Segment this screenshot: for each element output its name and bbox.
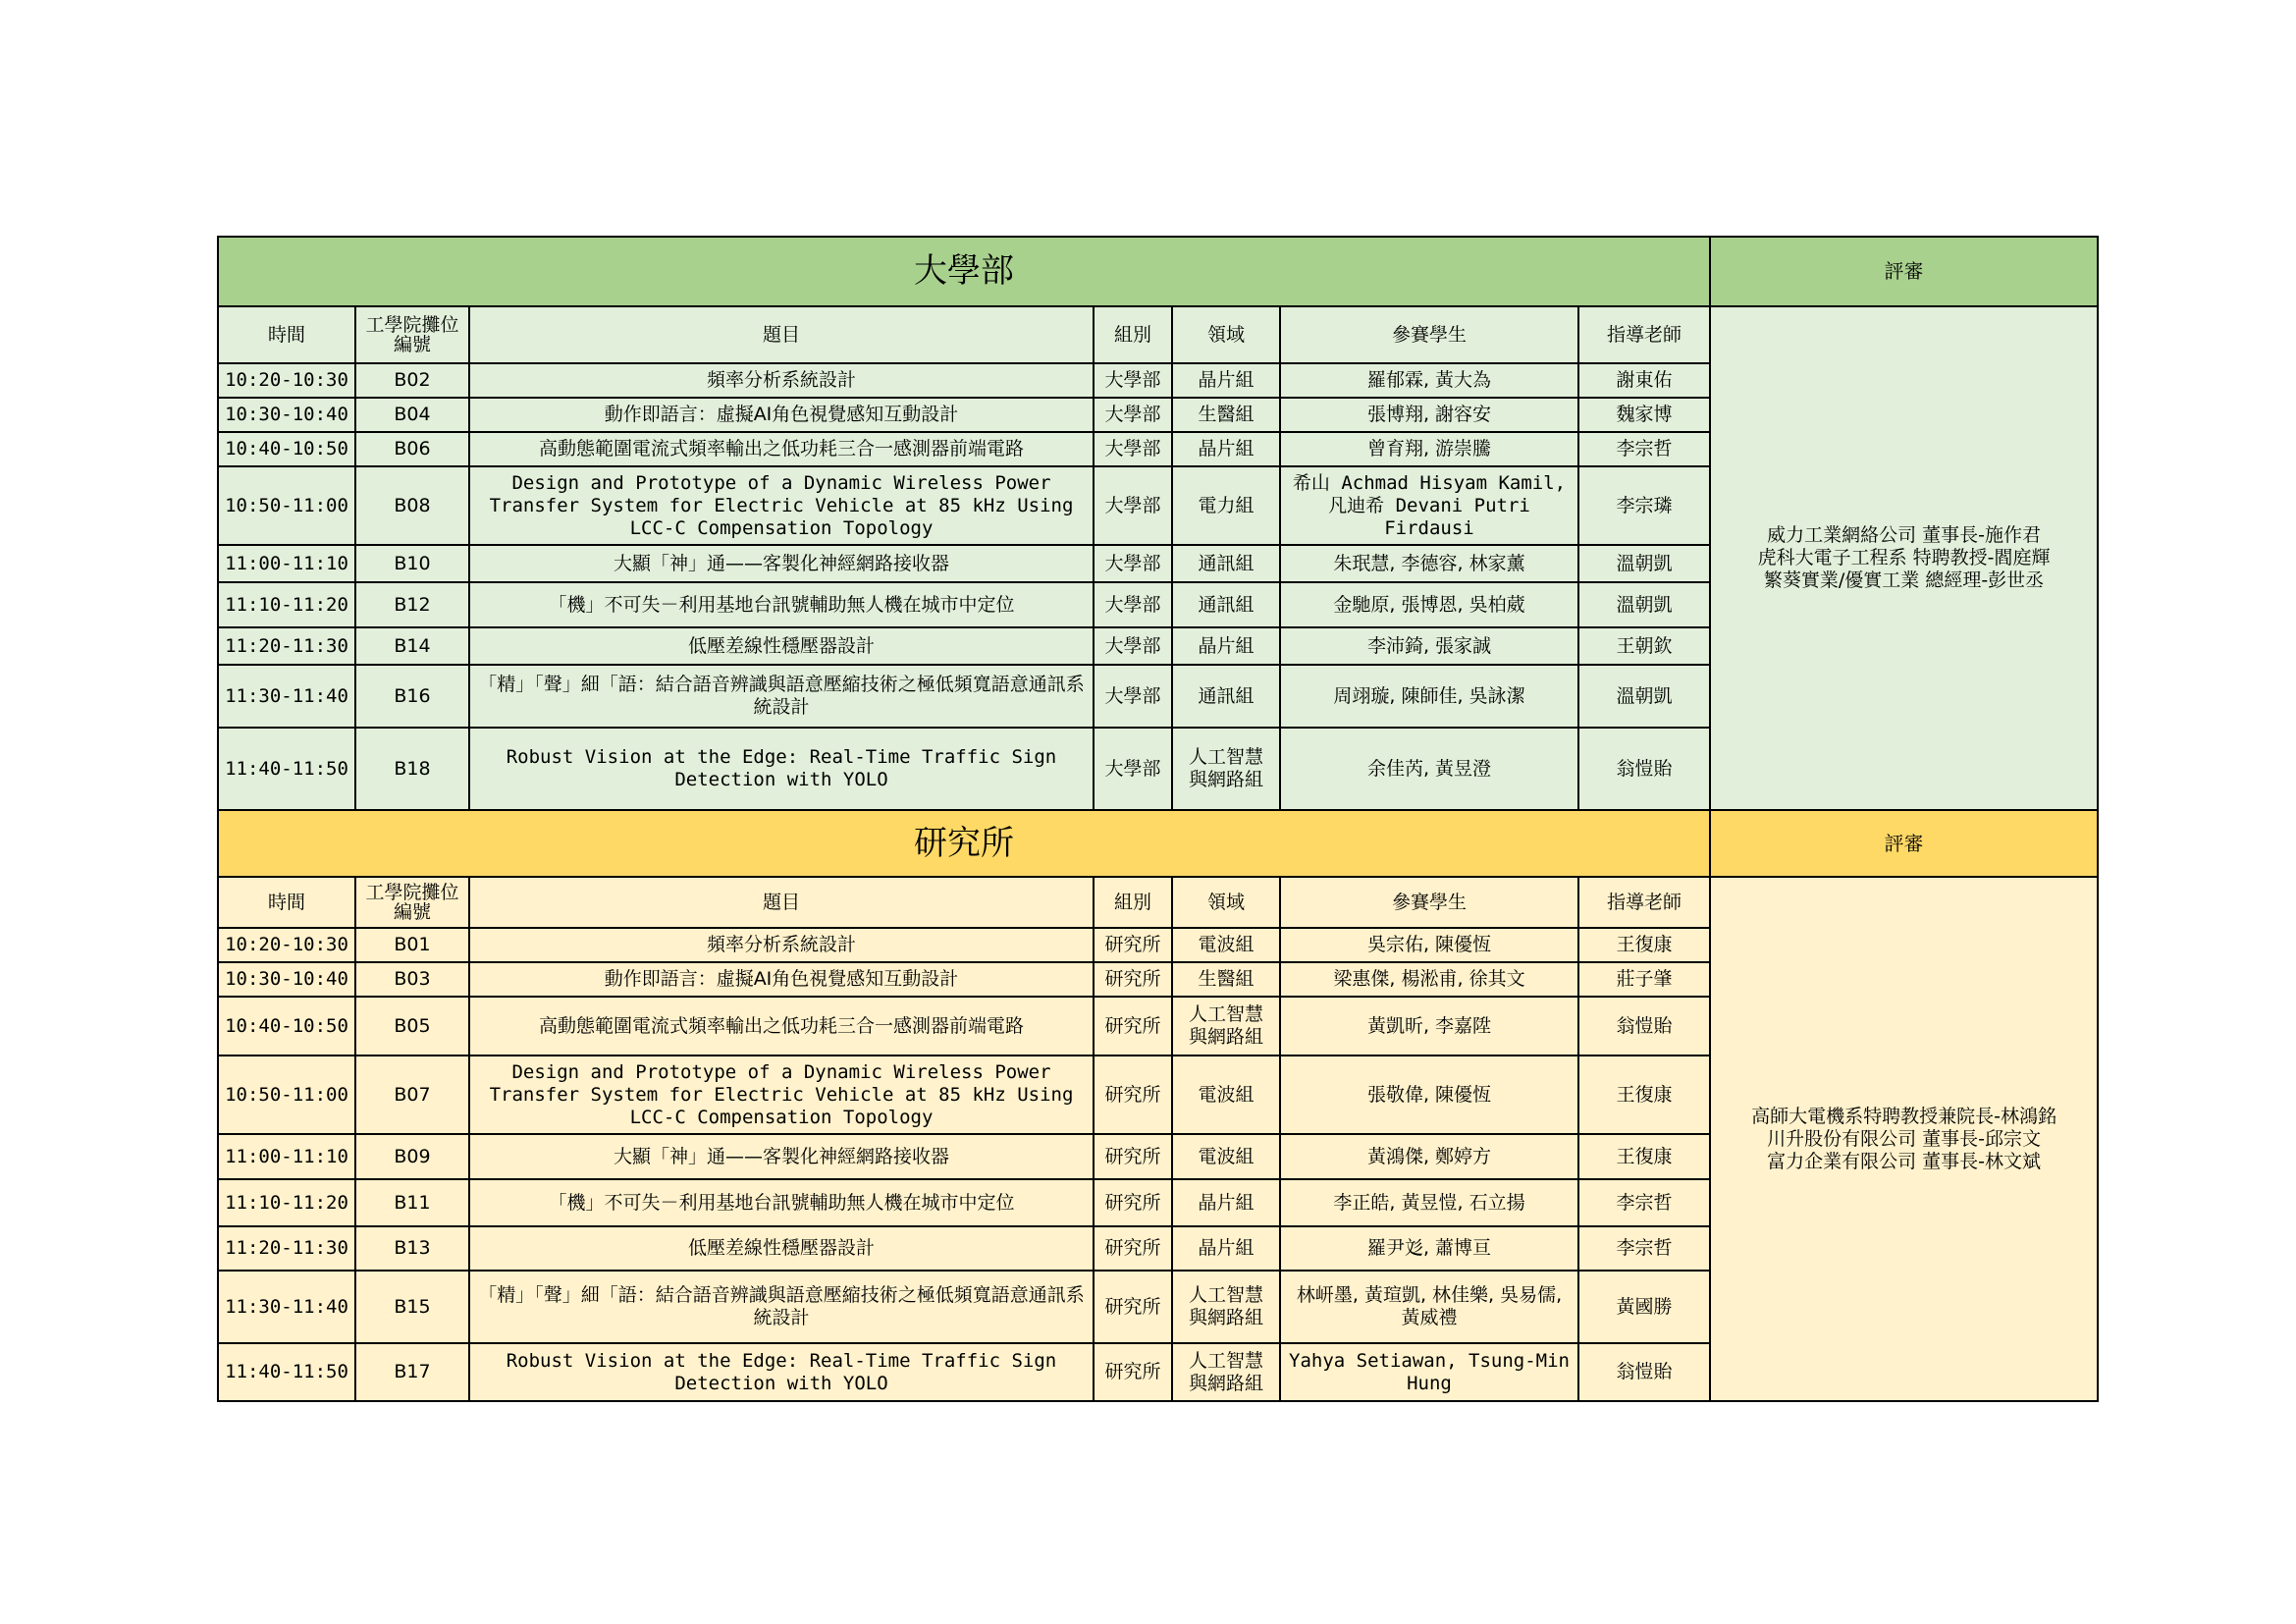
group-cell: 研究所 <box>1094 962 1172 997</box>
booth-cell: B06 <box>355 432 469 466</box>
field-cell: 人工智慧與網路組 <box>1172 728 1280 810</box>
topic-cell: 「精」「聲」細「語：結合語音辨識與語意壓縮技術之極低頻寬語意通訊系統設計 <box>469 665 1094 728</box>
students-cell: 李正皓, 黃昱愷, 石立揚 <box>1280 1179 1578 1226</box>
group-cell: 研究所 <box>1094 1343 1172 1401</box>
topic-cell: 高動態範圍電流式頻率輸出之低功耗三合一感測器前端電路 <box>469 432 1094 466</box>
group-cell: 研究所 <box>1094 1226 1172 1271</box>
judge-line: 高師大電機系特聘教授兼院長-林鴻銘 <box>1751 1105 2056 1127</box>
schedule-table <box>217 236 2099 1402</box>
booth-cell: B01 <box>355 928 469 962</box>
time-cell: 10:50-11:00 <box>218 1056 355 1134</box>
field-cell: 生醫組 <box>1172 398 1280 432</box>
topic-cell: 「機」不可失－利用基地台訊號輔助無人機在城市中定位 <box>469 1179 1094 1226</box>
field-cell: 人工智慧與網路組 <box>1172 1271 1280 1343</box>
field-cell: 電波組 <box>1172 1134 1280 1179</box>
advisor-cell: 王復康 <box>1578 928 1710 962</box>
students-cell: 張敬偉, 陳優恆 <box>1280 1056 1578 1134</box>
undergrad-section <box>218 237 2098 810</box>
advisor-cell: 王朝欽 <box>1578 627 1710 665</box>
time-cell: 11:10-11:20 <box>218 582 355 627</box>
field-cell: 電波組 <box>1172 1056 1280 1134</box>
students-cell: 羅尹彣, 蕭博亘 <box>1280 1226 1578 1271</box>
topic-cell: 動作即語言：虛擬AI角色視覺感知互動設計 <box>469 398 1094 432</box>
students-cell: 黃鴻傑, 鄭婷方 <box>1280 1134 1578 1179</box>
group-cell: 研究所 <box>1094 997 1172 1056</box>
booth-cell: B09 <box>355 1134 469 1179</box>
time-cell: 10:30-10:40 <box>218 962 355 997</box>
judges-list <box>1710 306 2098 810</box>
booth-cell: B17 <box>355 1343 469 1401</box>
advisor-cell: 翁愷貽 <box>1578 728 1710 810</box>
booth-cell: B07 <box>355 1056 469 1134</box>
advisor-cell: 溫朝凱 <box>1578 665 1710 728</box>
topic-cell: Design and Prototype of a Dynamic Wireless Power Transfer System for Electric Vehicle at 85 kHz Using LCC-C Compensation Topology <box>469 466 1094 545</box>
advisor-cell: 莊子肇 <box>1578 962 1710 997</box>
group-cell: 研究所 <box>1094 1179 1172 1226</box>
graduate-section <box>218 810 2098 1401</box>
field-cell: 晶片組 <box>1172 1179 1280 1226</box>
advisor-cell: 溫朝凱 <box>1578 582 1710 627</box>
time-cell: 11:40-11:50 <box>218 1343 355 1401</box>
booth-cell: B08 <box>355 466 469 545</box>
booth-cell: B11 <box>355 1179 469 1226</box>
judge-header: 評審 <box>1710 810 2098 877</box>
field-cell: 電力組 <box>1172 466 1280 545</box>
advisor-cell: 李宗哲 <box>1578 1226 1710 1271</box>
field-cell: 晶片組 <box>1172 363 1280 398</box>
judge-line: 繁葵實業/優實工業 總經理-彭世丞 <box>1763 569 2045 591</box>
topic-cell: 頻率分析系統設計 <box>469 928 1094 962</box>
booth-cell: B10 <box>355 545 469 582</box>
time-cell: 10:30-10:40 <box>218 398 355 432</box>
time-cell: 10:40-10:50 <box>218 432 355 466</box>
group-cell: 大學部 <box>1094 728 1172 810</box>
field-cell: 人工智慧與網路組 <box>1172 1343 1280 1401</box>
col-header-field: 領域 <box>1172 306 1280 363</box>
judge-line: 虎科大電子工程系 特聘教授-閻庭輝 <box>1757 547 2051 568</box>
field-cell: 晶片組 <box>1172 627 1280 665</box>
judge-line: 川升股份有限公司 董事長-邱宗文 <box>1767 1127 2041 1150</box>
col-header-topic: 題目 <box>469 306 1094 363</box>
topic-cell: 動作即語言：虛擬AI角色視覺感知互動設計 <box>469 962 1094 997</box>
time-cell: 11:10-11:20 <box>218 1179 355 1226</box>
students-cell: 周翊璇, 陳師佳, 吳詠潔 <box>1280 665 1578 728</box>
students-cell: 羅郁霖, 黃大為 <box>1280 363 1578 398</box>
field-cell: 晶片組 <box>1172 1226 1280 1271</box>
booth-cell: B18 <box>355 728 469 810</box>
students-cell: 金馳原, 張博恩, 吳柏葳 <box>1280 582 1578 627</box>
field-cell: 通訊組 <box>1172 545 1280 582</box>
time-cell: 11:40-11:50 <box>218 728 355 810</box>
advisor-cell: 王復康 <box>1578 1134 1710 1179</box>
advisor-cell: 翁愷貽 <box>1578 1343 1710 1401</box>
topic-cell: 大顯「神」通——客製化神經網路接收器 <box>469 545 1094 582</box>
booth-cell: B12 <box>355 582 469 627</box>
time-cell: 11:20-11:30 <box>218 627 355 665</box>
group-cell: 大學部 <box>1094 363 1172 398</box>
group-cell: 研究所 <box>1094 928 1172 962</box>
group-cell: 大學部 <box>1094 398 1172 432</box>
advisor-cell: 翁愷貽 <box>1578 997 1710 1056</box>
col-header-time: 時間 <box>218 306 355 363</box>
section-title: 研究所 <box>218 810 1710 877</box>
group-cell: 研究所 <box>1094 1134 1172 1179</box>
time-cell: 10:50-11:00 <box>218 466 355 545</box>
topic-cell: 低壓差線性穩壓器設計 <box>469 627 1094 665</box>
booth-cell: B04 <box>355 398 469 432</box>
advisor-cell: 李宗璘 <box>1578 466 1710 545</box>
topic-cell: 大顯「神」通——客製化神經網路接收器 <box>469 1134 1094 1179</box>
advisor-cell: 李宗哲 <box>1578 1179 1710 1226</box>
group-cell: 研究所 <box>1094 1271 1172 1343</box>
judge-line: 威力工業網絡公司 董事長-施作君 <box>1767 524 2041 546</box>
time-cell: 11:30-11:40 <box>218 1271 355 1343</box>
students-cell: Yahya Setiawan, Tsung-Min Hung <box>1280 1343 1578 1401</box>
group-cell: 大學部 <box>1094 432 1172 466</box>
advisor-cell: 李宗哲 <box>1578 432 1710 466</box>
topic-cell: Design and Prototype of a Dynamic Wireless Power Transfer System for Electric Vehicle at 85 kHz Using LCC-C Compensation Topology <box>469 1056 1094 1134</box>
students-cell: 李沛錡, 張家誠 <box>1280 627 1578 665</box>
group-cell: 大學部 <box>1094 545 1172 582</box>
field-cell: 生醫組 <box>1172 962 1280 997</box>
topic-cell: 低壓差線性穩壓器設計 <box>469 1226 1094 1271</box>
booth-cell: B14 <box>355 627 469 665</box>
students-cell: 朱珉慧, 李德容, 林家薰 <box>1280 545 1578 582</box>
judges-list <box>1710 877 2098 1401</box>
topic-cell: Robust Vision at the Edge: Real-Time Traffic Sign Detection with YOLO <box>469 728 1094 810</box>
field-cell: 通訊組 <box>1172 665 1280 728</box>
time-cell: 11:00-11:10 <box>218 545 355 582</box>
advisor-cell: 謝東佑 <box>1578 363 1710 398</box>
judge-header: 評審 <box>1710 237 2098 306</box>
time-cell: 10:40-10:50 <box>218 997 355 1056</box>
time-cell: 11:20-11:30 <box>218 1226 355 1271</box>
col-header-field: 領域 <box>1172 877 1280 928</box>
booth-cell: B02 <box>355 363 469 398</box>
col-header-group: 組別 <box>1094 877 1172 928</box>
students-cell: 黃凱昕, 李嘉陞 <box>1280 997 1578 1056</box>
field-cell: 晶片組 <box>1172 432 1280 466</box>
topic-cell: Robust Vision at the Edge: Real-Time Traffic Sign Detection with YOLO <box>469 1343 1094 1401</box>
time-cell: 10:20-10:30 <box>218 928 355 962</box>
group-cell: 大學部 <box>1094 466 1172 545</box>
students-cell: 曾育翔, 游崇騰 <box>1280 432 1578 466</box>
topic-cell: 高動態範圍電流式頻率輸出之低功耗三合一感測器前端電路 <box>469 997 1094 1056</box>
group-cell: 大學部 <box>1094 627 1172 665</box>
group-cell: 研究所 <box>1094 1056 1172 1134</box>
students-cell: 吳宗佑, 陳優恆 <box>1280 928 1578 962</box>
col-header-students: 參賽學生 <box>1280 306 1578 363</box>
booth-cell: B16 <box>355 665 469 728</box>
time-cell: 10:20-10:30 <box>218 363 355 398</box>
students-cell: 梁惠傑, 楊淞甫, 徐其文 <box>1280 962 1578 997</box>
advisor-cell: 魏家博 <box>1578 398 1710 432</box>
booth-cell: B03 <box>355 962 469 997</box>
group-cell: 大學部 <box>1094 665 1172 728</box>
advisor-cell: 溫朝凱 <box>1578 545 1710 582</box>
col-header-time: 時間 <box>218 877 355 928</box>
col-header-advisor: 指導老師 <box>1578 306 1710 363</box>
booth-cell: B15 <box>355 1271 469 1343</box>
booth-cell: B13 <box>355 1226 469 1271</box>
topic-cell: 頻率分析系統設計 <box>469 363 1094 398</box>
students-cell: 張博翔, 謝容安 <box>1280 398 1578 432</box>
advisor-cell: 王復康 <box>1578 1056 1710 1134</box>
time-cell: 11:30-11:40 <box>218 665 355 728</box>
col-header-advisor: 指導老師 <box>1578 877 1710 928</box>
group-cell: 大學部 <box>1094 582 1172 627</box>
section-title: 大學部 <box>218 237 1710 306</box>
booth-cell: B05 <box>355 997 469 1056</box>
students-cell: 林岍墨, 黃瑄凱, 林佳樂, 吳易儒, 黃威禮 <box>1280 1271 1578 1343</box>
col-header-booth: 工學院攤位 編號 <box>355 877 469 928</box>
students-cell: 余佳芮, 黃昱澄 <box>1280 728 1578 810</box>
col-header-students: 參賽學生 <box>1280 877 1578 928</box>
students-cell: 希山 Achmad Hisyam Kamil, 凡迪希 Devani Putri Firdausi <box>1280 466 1578 545</box>
advisor-cell: 黃國勝 <box>1578 1271 1710 1343</box>
field-cell: 人工智慧與網路組 <box>1172 997 1280 1056</box>
field-cell: 通訊組 <box>1172 582 1280 627</box>
time-cell: 11:00-11:10 <box>218 1134 355 1179</box>
topic-cell: 「精」「聲」細「語：結合語音辨識與語意壓縮技術之極低頻寬語意通訊系統設計 <box>469 1271 1094 1343</box>
col-header-booth: 工學院攤位 編號 <box>355 306 469 363</box>
judge-line: 富力企業有限公司 董事長-林文斌 <box>1767 1150 2041 1172</box>
topic-cell: 「機」不可失－利用基地台訊號輔助無人機在城市中定位 <box>469 582 1094 627</box>
col-header-group: 組別 <box>1094 306 1172 363</box>
col-header-topic: 題目 <box>469 877 1094 928</box>
field-cell: 電波組 <box>1172 928 1280 962</box>
